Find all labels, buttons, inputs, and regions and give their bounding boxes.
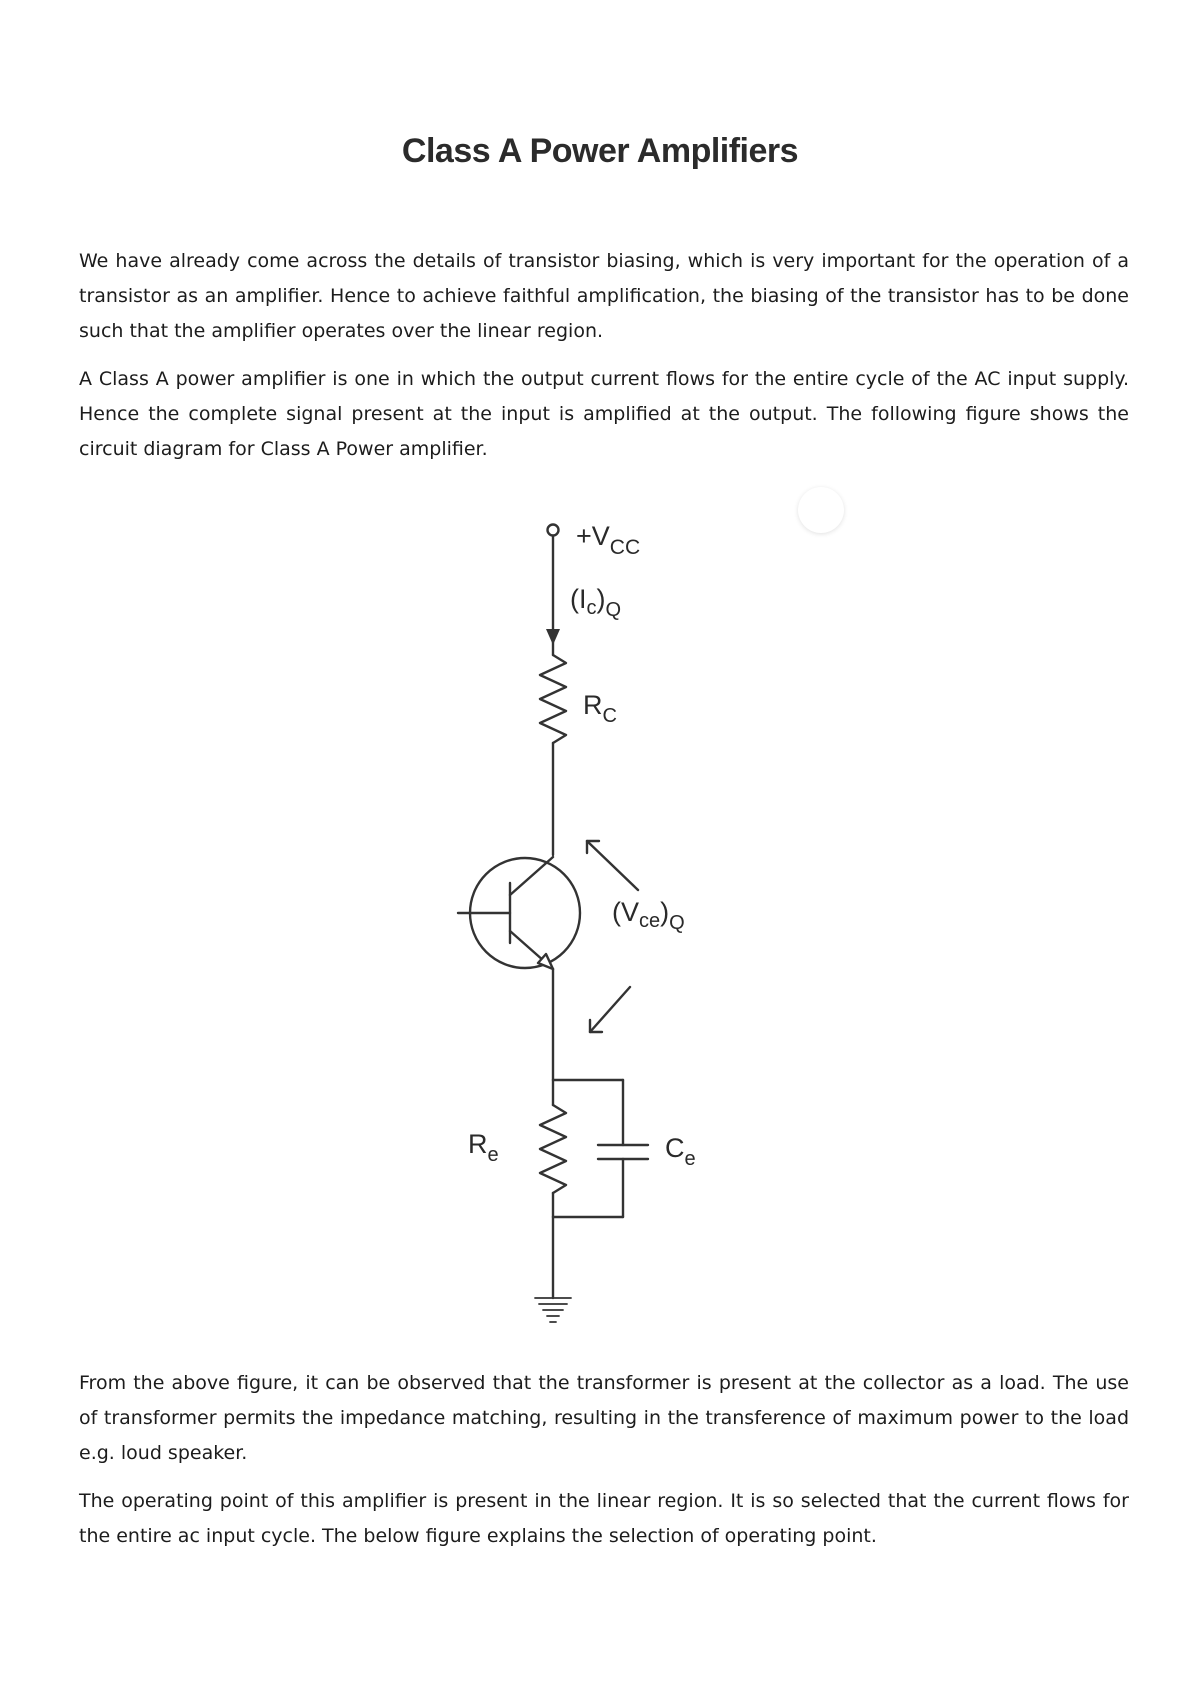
re-resistor [540,1105,566,1193]
vcc-terminal [548,525,559,536]
vce-arrow-down [590,987,630,1032]
floating-circle-button[interactable] [798,487,844,533]
class-a-circuit-diagram [440,505,760,1335]
rc-label: $R_C$ [583,690,617,727]
intro-paragraph: We have already come across the details of transistor biasing, which is very important for the operation of a transistor as an amplifier. Hence to achieve faithful amplification, the biasing of the transistor has to be done such that the amplifier operates over the linear region. [79,250,1129,342]
operating-point-paragraph: The operating point of this amplifier is present in the linear region. It is so selected that the current flows for the entire ac input cycle. The below figure explains the selection of operating point. [79,1490,1129,1547]
ground-icon [535,1298,571,1322]
class-a-definition-paragraph: A Class A power amplifier is one in which the output current flows for the entire cycle of the AC input supply. Hence the complete signal present at the input is amplified at the output. The following figure shows the circuit diagram for Class A Power amplifier. [79,368,1129,460]
page-title: Class A Power Amplifiers [401,132,799,170]
vce-label: $(V_{ce})_Q$ [612,897,685,934]
ic-arrow-icon [546,629,560,645]
rc-resistor [540,655,566,743]
ic-label: $(I_c)_Q$ [570,584,622,621]
transformer-load-paragraph: From the above figure, it can be observed that the transformer is present at the collector as a load. The use of transformer permits the impedance matching, resulting in the transference of maximum power to the load e.g. loud speaker. [79,1372,1129,1464]
circuit-svg [440,505,760,1335]
collector-lead [510,857,553,895]
ce-label: $C_e$ [665,1133,696,1170]
vce-arrow-up [587,841,638,890]
re-label: $R_e$ [468,1129,499,1166]
vcc-label: $+V_{CC}$ [576,521,641,559]
